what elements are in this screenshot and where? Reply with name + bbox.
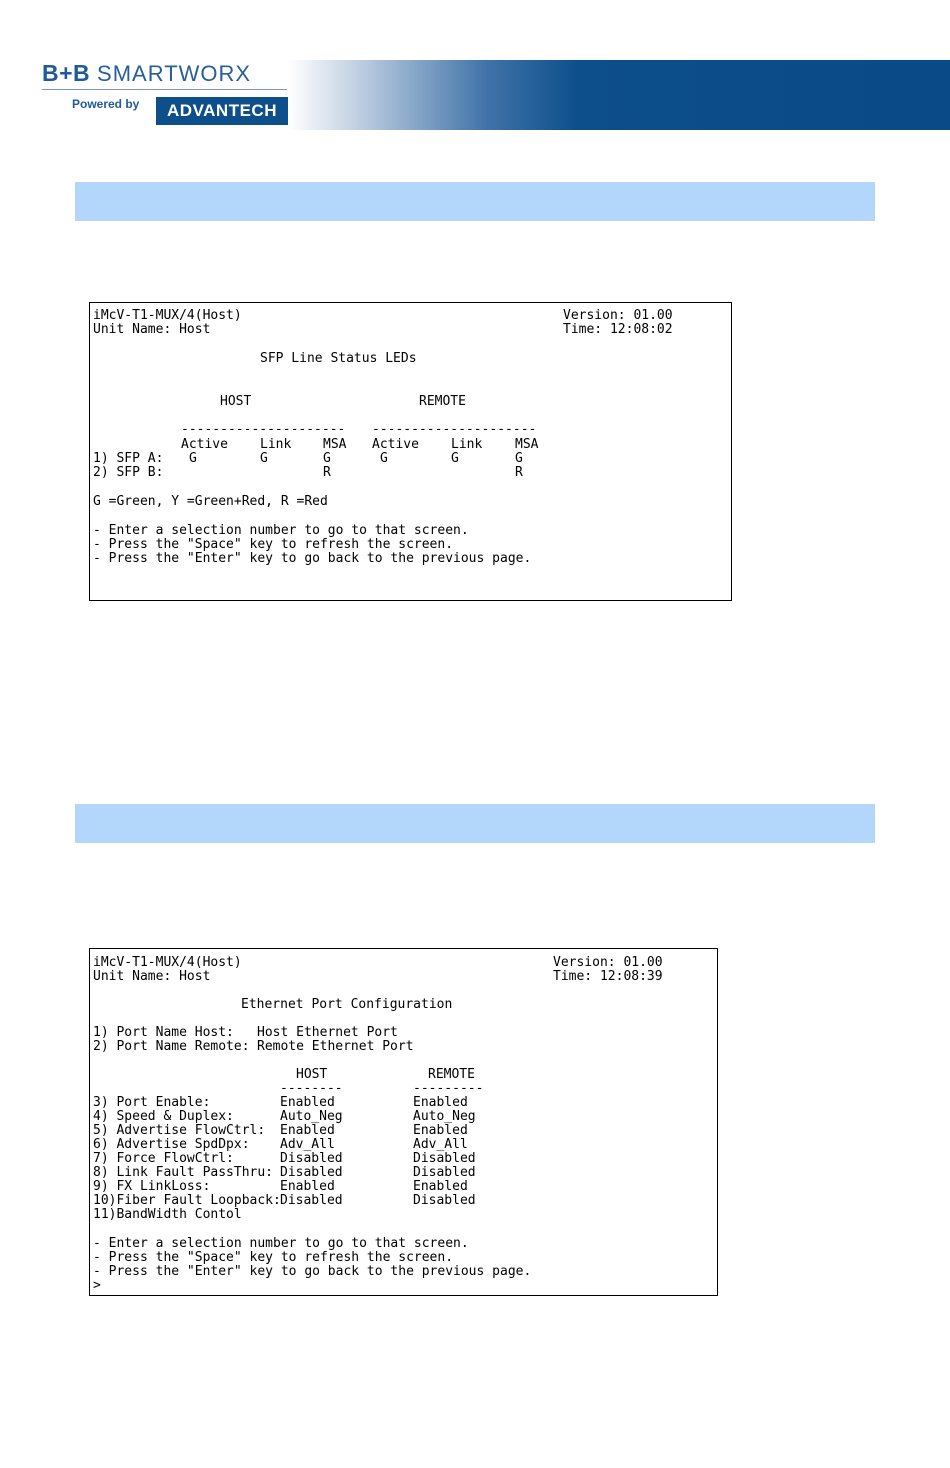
remote-col-link: Link: [451, 437, 483, 452]
remote-header: REMOTE: [419, 394, 466, 409]
config-row-label[interactable]: 5) Advertise FlowCtrl:: [93, 1123, 266, 1138]
remote-col-msa: MSA: [515, 437, 539, 452]
config-row-remote: Enabled: [413, 1095, 468, 1110]
remote-divider: ---------------------: [372, 422, 537, 437]
config-row-remote: Enabled: [413, 1179, 468, 1194]
help-line: - Press the "Enter" key to go back to the previous page.: [93, 551, 532, 566]
command-prompt[interactable]: >: [93, 1278, 101, 1293]
config-row-host: Adv_All: [280, 1137, 335, 1152]
version-label: Version: 01.00: [563, 308, 673, 323]
unit-name: Unit Name: Host: [93, 969, 211, 984]
section-bar-sfp-status: [75, 182, 875, 221]
sfp-a-remote-active: G: [380, 451, 388, 466]
logo-divider: [42, 89, 287, 90]
config-row-label[interactable]: 3) Port Enable:: [93, 1095, 211, 1110]
screen-title: Ethernet Port Configuration: [241, 997, 453, 1012]
host-divider: --------: [280, 1081, 343, 1096]
host-col-link: Link: [260, 437, 292, 452]
config-row-host: Disabled: [280, 1151, 343, 1166]
config-row-remote: Disabled: [413, 1193, 476, 1208]
config-row-remote: Adv_All: [413, 1137, 468, 1152]
device-name: iMcV-T1-MUX/4(Host): [93, 955, 242, 970]
config-row-label[interactable]: 8) Link Fault PassThru:: [93, 1165, 274, 1180]
sfp-a-host-active: G: [189, 451, 197, 466]
section-bar-ethernet-config: [75, 804, 875, 843]
config-row-remote: Auto_Neg: [413, 1109, 476, 1124]
help-line: - Press the "Space" key to refresh the screen.: [93, 1250, 454, 1265]
brand-logo: [42, 60, 251, 87]
unit-name: Unit Name: Host: [93, 322, 211, 337]
terminal-screen-ethernet-config: [89, 948, 718, 1296]
config-row-remote: Enabled: [413, 1123, 468, 1138]
remote-divider: ---------: [413, 1081, 484, 1096]
help-line: - Press the "Enter" key to go back to the previous page.: [93, 1264, 532, 1279]
config-row-label[interactable]: 4) Speed & Duplex:: [93, 1109, 234, 1124]
brand-smartworx: SMARTWORX: [97, 61, 252, 86]
port-name-remote-value: Remote Ethernet Port: [257, 1039, 414, 1054]
config-row-label[interactable]: 9) FX LinkLoss:: [93, 1179, 211, 1194]
remote-header: REMOTE: [428, 1067, 475, 1082]
host-header: HOST: [296, 1067, 328, 1082]
config-row-host: Enabled: [280, 1123, 335, 1138]
sfp-a-remote-link: G: [451, 451, 459, 466]
host-header: HOST: [220, 394, 252, 409]
remote-col-active: Active: [372, 437, 419, 452]
sfp-b-host-msa: R: [323, 465, 331, 480]
config-row-host: Enabled: [280, 1095, 335, 1110]
sfp-b-label[interactable]: 2) SFP B:: [93, 465, 164, 480]
config-row-label[interactable]: 6) Advertise SpdDpx:: [93, 1137, 250, 1152]
terminal-screen-sfp-status: [89, 302, 732, 601]
sfp-a-remote-msa: G: [515, 451, 523, 466]
sfp-a-host-msa: G: [323, 451, 331, 466]
config-row-label[interactable]: 10)Fiber Fault Loopback:: [93, 1193, 281, 1208]
host-divider: ---------------------: [181, 422, 346, 437]
config-row-host: Disabled: [280, 1165, 343, 1180]
version-label: Version: 01.00: [553, 955, 663, 970]
powered-by-text: Powered by: [72, 97, 140, 111]
config-row-host: Disabled: [280, 1193, 343, 1208]
time-label: Time: 12:08:39: [553, 969, 663, 984]
sfp-b-remote-msa: R: [515, 465, 523, 480]
config-row-host: Auto_Neg: [280, 1109, 343, 1124]
help-line: - Enter a selection number to go to that screen.: [93, 523, 469, 538]
config-row-label[interactable]: 7) Force FlowCtrl:: [93, 1151, 234, 1166]
host-col-active: Active: [181, 437, 228, 452]
advantech-logo: ADVANTECH: [156, 97, 288, 125]
help-line: - Enter a selection number to go to that screen.: [93, 1236, 469, 1251]
sfp-a-label[interactable]: 1) SFP A:: [93, 451, 164, 466]
config-row-remote: Disabled: [413, 1151, 476, 1166]
config-row-host: Enabled: [280, 1179, 335, 1194]
color-legend: G =Green, Y =Green+Red, R =Red: [93, 494, 328, 509]
config-row-remote: Disabled: [413, 1165, 476, 1180]
port-name-remote-label[interactable]: 2) Port Name Remote:: [93, 1039, 250, 1054]
time-label: Time: 12:08:02: [563, 322, 673, 337]
brand-bb: B+B: [42, 60, 91, 86]
port-name-host-label[interactable]: 1) Port Name Host:: [93, 1025, 234, 1040]
host-col-msa: MSA: [323, 437, 347, 452]
port-name-host-value: Host Ethernet Port: [257, 1025, 398, 1040]
help-line: - Press the "Space" key to refresh the screen.: [93, 537, 454, 552]
config-row-label[interactable]: 11)BandWidth Contol: [93, 1207, 242, 1222]
sfp-a-host-link: G: [260, 451, 268, 466]
device-name: iMcV-T1-MUX/4(Host): [93, 308, 242, 323]
screen-title: SFP Line Status LEDs: [260, 351, 417, 366]
